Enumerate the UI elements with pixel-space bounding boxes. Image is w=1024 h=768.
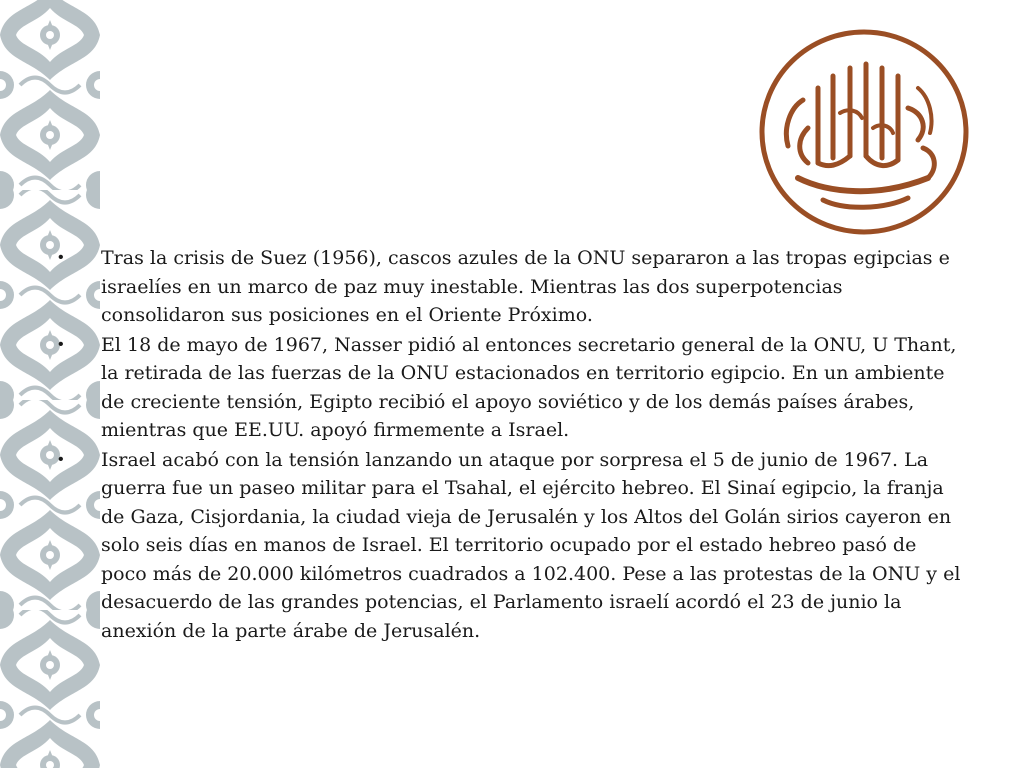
- bismillah-calligraphy-emblem: [758, 28, 970, 236]
- bullet-marker: •: [58, 335, 64, 353]
- bullet-text: Tras la crisis de Suez (1956), cascos azules de la ONU separaron a las tropas egipcias e israelíes en un marco de paz muy inestable. Mientras las dos superpotencias consolidaron sus posiciones en el Oriente Próximo.: [101, 247, 950, 326]
- bullet-marker: •: [58, 249, 64, 266]
- list-item: [58, 331, 968, 445]
- bullet-marker: •: [58, 450, 64, 468]
- bullet-text: El 18 de mayo de 1967, Nasser pidió al entonces secretario general de la ONU, U Thant, la retirada de las fuerzas de la ONU estacionados en territorio egipcio. En un ambiente de creciente tensión, Egipto recibió el apoyo soviético y de los demás países árabes, mientras que EE.UU. apoyó firmemente a Israel.: [101, 333, 957, 441]
- bullet-list: [58, 244, 968, 645]
- list-item: [58, 446, 968, 646]
- slide-content: [58, 244, 968, 646]
- list-item: [58, 244, 968, 330]
- bullet-text: Israel acabó con la tensión lanzando un ataque por sorpresa el 5 de junio de 1967. La guerra fue un paseo militar para el Tsahal, el ejército hebreo. El Sinaí egipcio, la franja de Gaza, Cisjordania, la ciudad vieja de Jerusalén y los Altos del Golán sirios cayeron en solo seis días en manos de Israel. El territorio ocupado por el estado hebreo pasó de poco más de 20.000 kilómetros cuadrados a 102.400. Pese a las protestas de la ONU y el desacuerdo de las grandes potencias, el Parlamento israelí acordó el 23 de junio la anexión de la parte árabe de Jerusalén.: [101, 448, 961, 642]
